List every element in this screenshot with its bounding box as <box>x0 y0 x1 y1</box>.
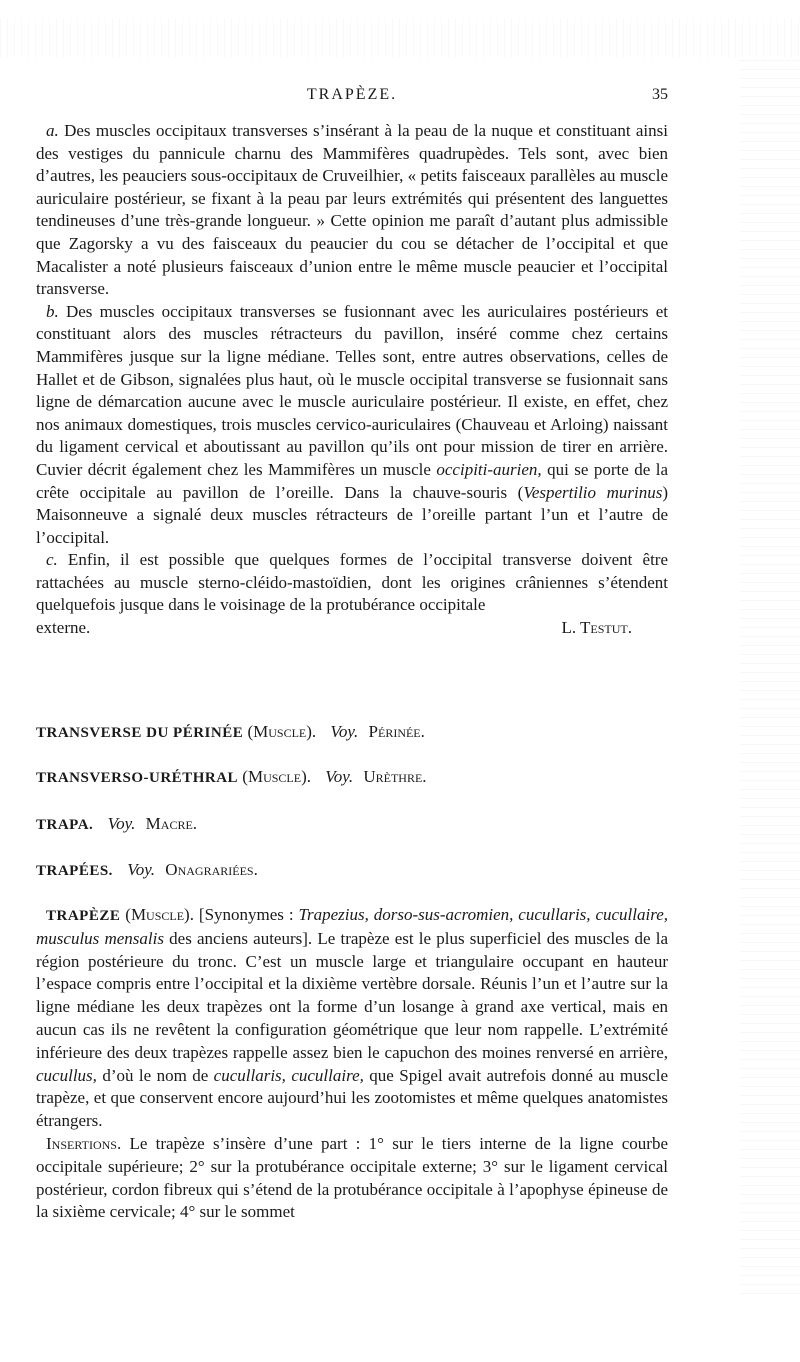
scan-top-noise <box>0 18 800 58</box>
voy-reference: Voy. <box>325 767 354 786</box>
entry-kind: (Muscle). <box>125 905 194 924</box>
italic-term: cucullus, <box>36 1065 97 1085</box>
paragraph-text: Le trapèze est le plus superficiel des muscles de la région postérieure du tronc. C’est un muscle large et triangulaire occupant en hauteur l’espace compris entre l’occipital et la dixième vertèbre dorsale. Réunis l’un et l’autre sur la ligne médiane les deux trapèzes ont la forme d’un losange à grand axe vertical, mais en aucun cas ils ne revêtent la configuration géométrique que leur nom rappelle. L’extrémité inférieure des deux trapèzes rappelle assez bien le capuchon des moines renversé en arrière, <box>36 928 669 1062</box>
paragraph-text: Des muscles occipitaux transverses se fusionnant avec les auriculaires postérieurs et constituant alors des muscles rétracteurs du pavillon, inséré comme chez certains Mammifères jusque sur la ligne médiane. Telles sont, entre autres observations, celles de Hallet et de Gibson, signalées plus haut, où le muscle occipital transverse se fusionnait sans ligne de démarcation aucune avec le muscle auriculaire postérieur. Il existe, en effet, chez nos animaux domestiques, trois muscles cervico-auriculaires (Chauveau et Arloing) naissant du ligament cervical et aboutissant au pavillon qu’ils ont pour mission de tirer en arrière. Cuvier décrit également chez les Mammifères un muscle <box>36 301 668 479</box>
dictionary-entry <box>36 814 668 834</box>
dictionary-entry <box>36 767 668 787</box>
cross-reference: Périnée. <box>368 722 425 741</box>
synonyms-list: Trapezius, dorso-sus-acromien, cucullaris, cucullaire, musculus mensalis <box>36 905 668 948</box>
paragraph-a <box>36 120 668 301</box>
trapeze-intro <box>36 904 668 1133</box>
entry-kind: (Muscle). <box>247 722 317 741</box>
paragraph-text: Enfin, il est possible que quelques formes de l’occipital transverse doivent être rattachées au muscle sterno-cléido-mastoïdien, dont les origines crâniennes s’étendent quelquefois jusque dans le voisinage de la protubérance occipitale <box>36 550 668 615</box>
cross-reference: Onagrariées. <box>165 860 258 879</box>
insertions-paragraph <box>36 1133 668 1224</box>
paragraph-label: c. <box>46 550 58 570</box>
paragraph-text: Des muscles occipitaux transverses s’insérant à la peau de la nuque et constituant ainsi des vestiges du pannicule charnu des Mammifères quadrupèdes. Tels sont, avec bien d’autres, les peauciers sous-occipitaux de Cruveilhier, « petits faisceaux parallèles au muscle auriculaire postérieur, se fixant à la peau par leurs extrémités qui présentent des languettes tendineuses d’une très-grande longueur. » Cette opinion me paraît d’autant plus admissible que Zagorsky a vu des faisceaux du peaucier du cou se détacher de l’occipital et que Macalister a noté plusieurs faisceaux d’union entre le même muscle peaucier et l’occipital transverse. <box>36 121 668 299</box>
insertions-label: Insertions. <box>46 1133 122 1153</box>
trapeze-article <box>36 904 668 1224</box>
paragraph-label: a. <box>46 121 59 140</box>
last-word: externe. <box>36 618 91 638</box>
paragraph-text: ) Maisonneuve a signalé deux muscles rétracteurs de l’oreille partant l’un et l’autre de l’occipital. <box>36 482 668 547</box>
synonyms-close: des anciens auteurs]. <box>163 928 318 948</box>
dictionary-entry <box>36 722 668 742</box>
paragraph-text: que Spigel avait autrefois donné au muscle trapèze, et que conservent encore aujourd’hui les zootomistes et même quelques anatomistes étrangers. <box>36 1065 668 1131</box>
entry-kind: (Muscle). <box>242 767 311 786</box>
italic-term: occipiti-aurien, <box>436 459 542 479</box>
page-header <box>36 86 668 110</box>
entry-headword: TRANSVERSO-URÉTHRAL <box>36 770 239 786</box>
voy-reference: Voy. <box>330 722 359 741</box>
paragraph-text: Le trapèze s’insère d’une part : 1° sur le tiers interne de la ligne courbe occipitale supérieure; 2° sur la protubérance occipitale externe; 3° sur le ligament cervical postérieur, cordon fibreux qui s’étend de la protubérance occipitale à l’apophyse épineuse de la sixième cervicale; 4° sur le sommet <box>36 1133 668 1222</box>
paragraph-text: qui se porte de la crête occipitale au pavillon de l’oreille. Dans la chauve-souris ( <box>36 459 668 502</box>
entry-headword: TRANSVERSE DU PÉRINÉE <box>36 725 244 741</box>
paragraph-b <box>36 301 668 550</box>
voy-reference: Voy. <box>127 860 156 879</box>
voy-reference: Voy. <box>107 814 136 833</box>
paragraph-text: d’où le nom de <box>96 1065 214 1085</box>
scan-margin-noise <box>740 60 800 1300</box>
article-continuation <box>36 120 668 640</box>
paragraph-c <box>36 549 668 617</box>
entry-headword: TRAPÈZE <box>46 908 121 924</box>
italic-term: Vespertilio murinus <box>523 482 663 502</box>
author-signature: L. Testut. <box>561 618 632 638</box>
dictionary-entry <box>36 860 668 880</box>
signature-line <box>36 617 668 640</box>
cross-reference: Macre. <box>145 814 198 833</box>
synonyms-open: [Synonymes : <box>193 905 299 924</box>
paragraph-label: b. <box>46 301 59 321</box>
entry-headword: TRAPA. <box>36 817 94 833</box>
italic-term: cucullaris, cucullaire, <box>213 1065 364 1085</box>
running-title: TRAPÈZE. <box>306 86 398 103</box>
entry-headword: TRAPÉES. <box>36 863 113 879</box>
page-number: 35 <box>652 86 668 103</box>
cross-reference: Urèthre. <box>363 767 427 786</box>
